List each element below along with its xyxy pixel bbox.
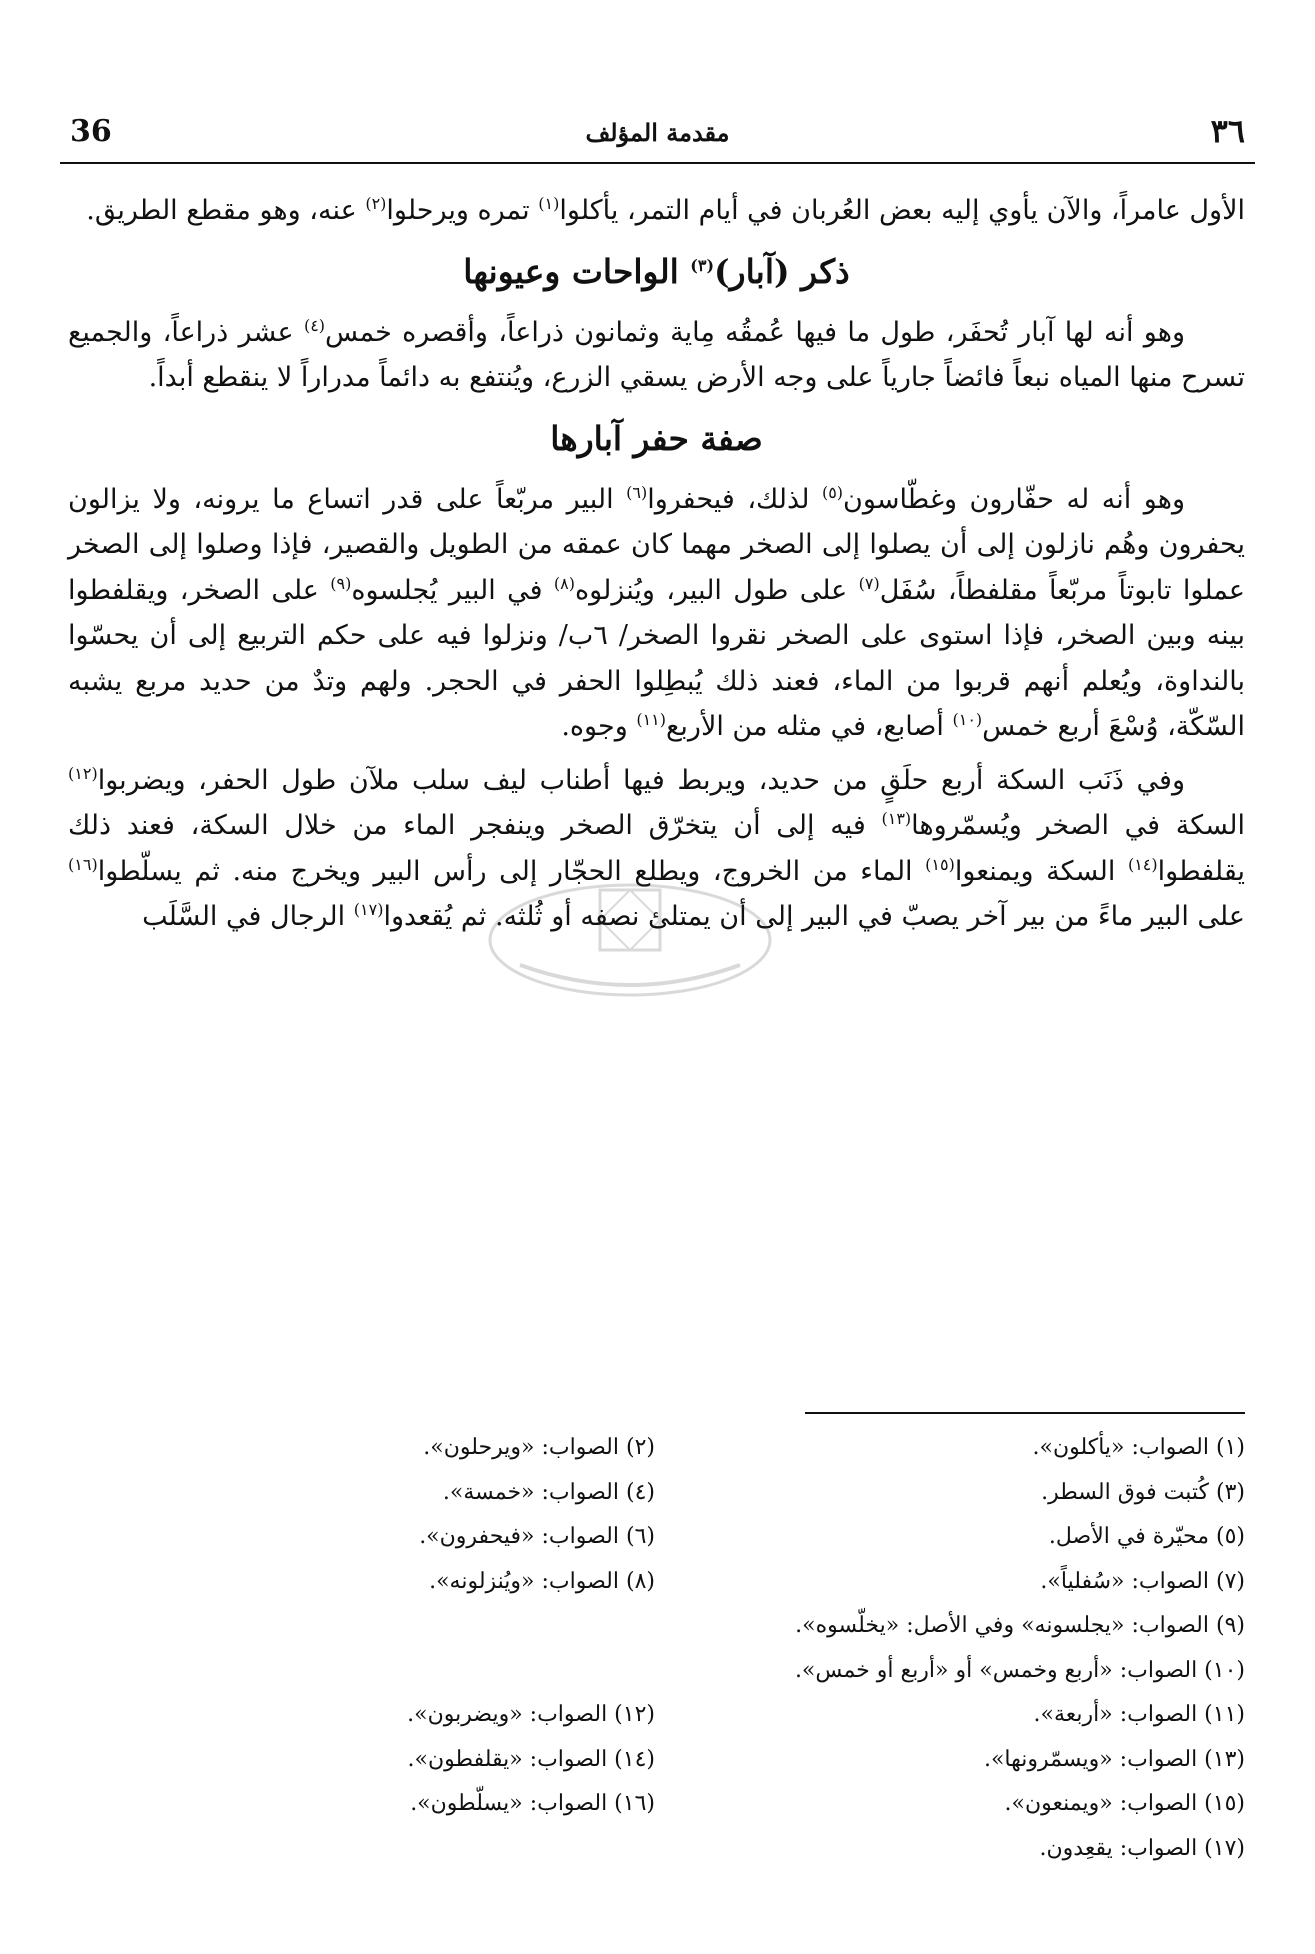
footnote-ref[interactable]: (٥) xyxy=(821,482,844,502)
footnote-item: (٨) الصواب: «ويُنزلونه». xyxy=(429,1568,655,1594)
footnote-item: (٤) الصواب: «خمسة». xyxy=(442,1479,655,1505)
footnote-item: (١٥) الصواب: «ويمنعون». xyxy=(1004,1791,1245,1816)
footnote-row xyxy=(68,1827,1245,1872)
paragraph-2: وهو أنه لها آبار تُحفَر، طول ما فيها عُمقُه مِاية وثمانون ذراعاً، وأقصره خمس$^{(٤)}$ عشر ذراعاً، والجميع تسرح منها المياه نبعاً فائضاً جارياً على وجه الأرض يسقي الزرع، ويُنتفع به دائماً مدراراً لا ينقطع أبداً. xyxy=(68,315,1245,393)
paragraph-3: وهو أنه له حفّارون وغطّاسون$^{(٥)}$ لذلك، فيحفروا$^{(٦)}$ البير مربّعاً على قدر اتساع ما يرونه، ولا يزالون يحفرون وهُم نازلون إلى أن يصلوا إلى الصخر مهما كان عمقه من الطويل والقصير، فإذا وصلوا إلى الصخر عملوا تابوتاً مربّعاً مقلفطاً، سُفَل$^{(٧)}$ على طول البير، ويُنزلوه$^{(٨)}$ في البير يُجلسوه$^{(٩)}$ على الصخر، ويقلفطوا بينه وبين الصخر، فإذا استوى على الصخر نقروا الصخر/ ٦ب/ ونزلوا فيه على حكم التربيع إلى أن يحسّوا بالنداوة، ويُعلم أنهم قربوا من الماء، فعند ذلك يُبطِلوا الحفر في الحجر. ولهم وتدٌ من حديد مربع يشبه السّكّة، وُسْعَ أربع خمس$^{(١٠)}$ أصابع، في مثله من الأربع$^{(١١)}$ وجوه. xyxy=(68,482,1245,742)
page-number-arabic: ٣٦ xyxy=(1210,112,1245,150)
running-title: مقدمة المؤلف xyxy=(585,118,730,147)
footnote-item: (١١) الصواب: «أربعة». xyxy=(1033,1702,1245,1727)
footnote-ref[interactable]: (٢) xyxy=(365,194,387,213)
footnote-item: (٩) الصواب: «يجلسونه» وفي الأصل: «يخلّسوه». xyxy=(795,1613,1245,1638)
footnote-item: (٣) كُتبت فوق السطر. xyxy=(1041,1479,1245,1505)
paragraph-1: الأول عامراً، والآن يأوي إليه بعض العُربان في أيام التمر، يأكلوا$^{(١)}$ تمره ويرحلوا$^{(٢)}$ عنه، وهو مقطع الطريق. xyxy=(86,194,1245,226)
footnote-separator xyxy=(805,1412,1245,1414)
footnote-item: (١٦) الصواب: «يسلّطون». xyxy=(410,1791,655,1816)
footnote-ref[interactable]: (١٠) xyxy=(952,710,983,729)
footnote-row xyxy=(68,1649,1245,1694)
footnote-item: (٢) الصواب: «ويرحلون». xyxy=(423,1435,655,1460)
footnote-row xyxy=(68,1738,1245,1783)
footnote-item: (١) الصواب: «يأكلون». xyxy=(1032,1435,1245,1460)
footnote-item: (١٢) الصواب: «ويضربون». xyxy=(407,1702,655,1727)
footnote-ref[interactable]: (١) xyxy=(538,194,560,213)
footnote-row xyxy=(68,1604,1245,1649)
footnote-ref[interactable]: (٣) xyxy=(690,255,715,275)
footnote-ref[interactable]: (١٥) xyxy=(925,854,955,874)
footnote-ref[interactable]: (٤) xyxy=(303,315,326,335)
footnote-item: (٥) محيّرة في الأصل. xyxy=(1048,1524,1245,1549)
paragraph-4: وفي ذَنَب السكة أربع حلَقٍ من حديد، ويربط فيها أطناب ليف سلب ملآن طول الحفر، ويضربوا$^{(١٢)}$ السكة في الصخر ويُسمّروها$^{(١٣)}$ فيه إلى أن يتخرّق الصخر وينفجر الماء من خلال السكة، فعند ذلك يقلفطوا$^{(١٤)}$ السكة ويمنعوا$^{(١٥)}$ الماء من الخروج، ويطلع الحجّار إلى رأس البير ويخرج منه. ثم يسلّطوا$^{(١٦)}$ على البير ماءً من بير آخر يصبّ في البير إلى أن يمتلئ نصفه أو ثُلثه. ثم يُقعدوا$^{(١٧)}$ الرجال في السَّلَب xyxy=(68,763,1245,932)
footnote-ref[interactable]: (١٧) xyxy=(353,900,384,919)
footnote-ref[interactable]: (١١) xyxy=(636,710,667,729)
footnote-ref[interactable]: (١٤) xyxy=(1127,854,1158,874)
footnote-ref[interactable]: (١٣) xyxy=(881,809,912,828)
section-heading-digging: صفة حفر آبارها xyxy=(550,418,763,458)
page-number-latin: 36 xyxy=(70,114,112,149)
footnote-item: (١٣) الصواب: «ويسمّرونها». xyxy=(983,1746,1245,1772)
footnote-ref[interactable]: (٨) xyxy=(553,573,575,593)
footnote-ref[interactable]: (٦) xyxy=(626,482,648,502)
footnote-item: (١٤) الصواب: «يقلفطون». xyxy=(407,1746,655,1772)
footnote-item: (١٧) الصواب: يقعِدون. xyxy=(1039,1835,1245,1861)
page-header xyxy=(60,110,1255,164)
footnote-item: (٧) الصواب: «سُفلياً». xyxy=(1040,1568,1245,1594)
footnote-ref[interactable]: (٩) xyxy=(330,573,352,593)
footnote-row xyxy=(68,1560,1245,1605)
footnote-item: (١٠) الصواب: «أربع وخمس» أو «أربع أو خمس». xyxy=(794,1657,1245,1683)
footnote-row xyxy=(68,1782,1245,1827)
footnote-row xyxy=(68,1471,1245,1516)
footnote-row xyxy=(68,1426,1245,1471)
library-watermark-icon xyxy=(480,870,780,1010)
footnote-row xyxy=(68,1693,1245,1738)
main-text xyxy=(68,188,1245,948)
footnote-ref[interactable]: (١٦) xyxy=(68,854,98,874)
footnotes xyxy=(68,1426,1245,1871)
footnote-row xyxy=(68,1515,1245,1560)
footnote-ref[interactable]: (١٢) xyxy=(68,763,98,783)
footnote-item: (٦) الصواب: «فيحفرون». xyxy=(419,1524,655,1549)
section-heading-wells: ذكر (آبار)$^{(٣)}$ الواحات وعيونها xyxy=(463,251,850,291)
footnote-ref[interactable]: (٧) xyxy=(858,573,880,593)
